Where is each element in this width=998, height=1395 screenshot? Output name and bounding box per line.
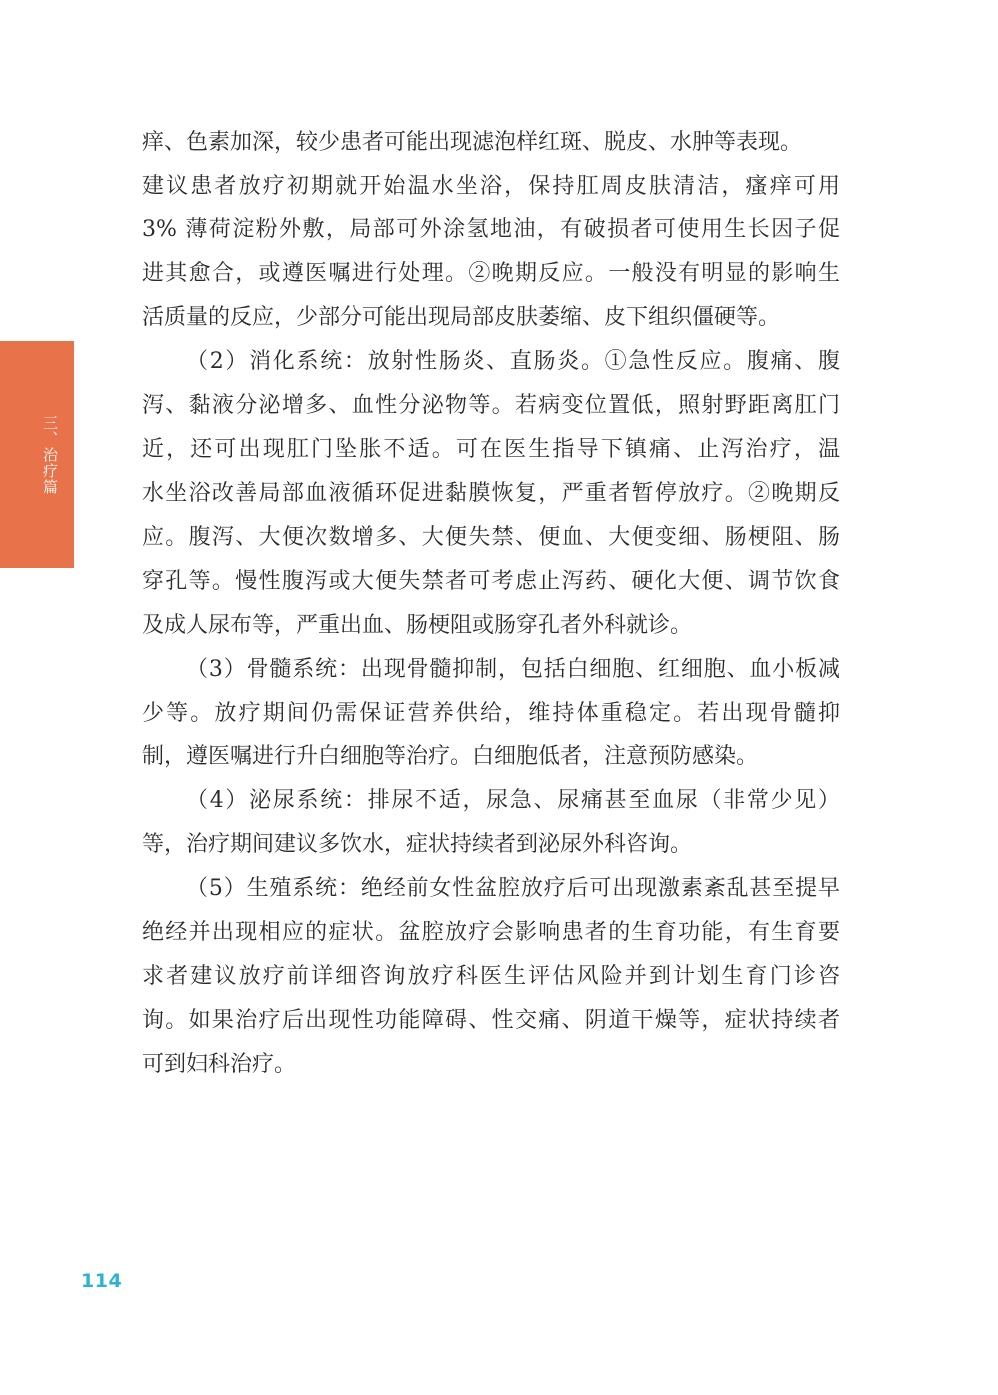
page-number: 114: [81, 1270, 123, 1292]
text-line: 近，还可出现肛门坠胀不适。可在医生指导下镇痛、止泻治疗，温: [142, 437, 840, 462]
text-line: 穿孔等。慢性腹泻或大便失禁者可考虑止泻药、硬化大便、调节饮食: [142, 569, 840, 594]
text-line: 询。如果治疗后出现性功能障碍、性交痛、阴道干燥等，症状持续者: [142, 1008, 840, 1033]
text-line: 可到妇科治疗。: [142, 1052, 297, 1077]
paragraph-start-line: （2）消化系统：放射性肠炎、直肠炎。①急性反应。腹痛、腹: [186, 349, 840, 374]
body-text: [142, 0, 840, 1395]
paragraph-start-line: （5）生殖系统：绝经前女性盆腔放疗后可出现激素紊乱甚至提早: [186, 876, 840, 901]
text-line: 进其愈合，或遵医嘱进行处理。②晚期反应。一般没有明显的影响生: [142, 261, 840, 286]
section-tab: [0, 341, 74, 568]
text-line: 及成人尿布等，严重出血、肠梗阻或肠穿孔者外科就诊。: [142, 613, 693, 638]
text-line: 水坐浴改善局部血液循环促进黏膜恢复，严重者暂停放疗。②晚期反: [142, 481, 840, 506]
text-line: 3% 薄荷淀粉外敷，局部可外涂氢地油，有破损者可使用生长因子促: [142, 217, 840, 242]
text-line: 泻、黏液分泌增多、血性分泌物等。若病变位置低，照射野距离肛门: [142, 393, 840, 418]
text-line: 建议患者放疗初期就开始温水坐浴，保持肛周皮肤清洁，瘙痒可用: [142, 174, 840, 199]
paragraph-start-line: （3）骨髓系统：出现骨髓抑制，包括白细胞、红细胞、血小板减: [186, 657, 840, 682]
text-line: 活质量的反应，少部分可能出现局部皮肤萎缩、皮下组织僵硬等。: [142, 305, 781, 330]
text-line: 求者建议放疗前详细咨询放疗科医生评估风险并到计划生育门诊咨: [142, 964, 840, 989]
text-line: 绝经并出现相应的症状。盆腔放疗会影响患者的生育功能，有生育要: [142, 920, 840, 945]
section-tab-label: 三、治疗篇: [41, 415, 59, 495]
text-line: 等，治疗期间建议多饮水，症状持续者到泌尿外科咨询。: [142, 832, 693, 857]
text-line: 少等。放疗期间仍需保证营养供给，维持体重稳定。若出现骨髓抑: [142, 701, 840, 726]
text-line: 痒、色素加深，较少患者可能出现滤泡样红斑、脱皮、水肿等表现。: [142, 130, 803, 155]
text-line: 应。腹泻、大便次数增多、大便失禁、便血、大便变细、肠梗阻、肠: [142, 525, 840, 550]
text-line: 制，遵医嘱进行升白细胞等治疗。白细胞低者，注意预防感染。: [142, 744, 759, 769]
paragraph-start-line: （4）泌尿系统：排尿不适，尿急、尿痛甚至血尿（非常少见）: [186, 788, 840, 813]
